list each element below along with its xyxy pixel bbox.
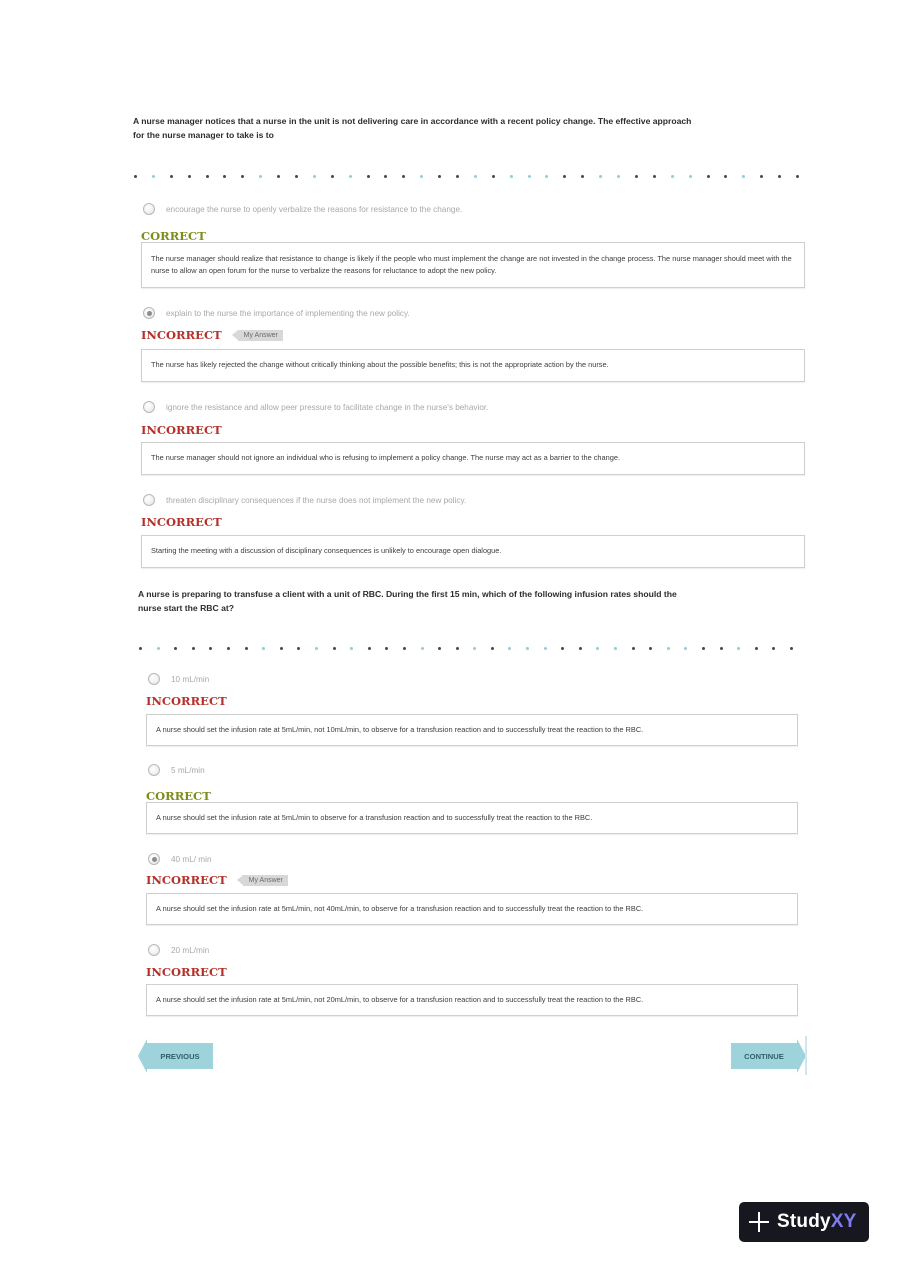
divider-dot [702, 647, 705, 650]
question-2-divider [139, 646, 793, 650]
divider-dot [297, 647, 300, 650]
divider-dot [192, 647, 195, 650]
divider-dot [561, 647, 564, 650]
q1-option-1-radio[interactable] [143, 203, 155, 215]
divider-dot [295, 175, 298, 178]
divider-dot [421, 647, 424, 650]
q2-option-4[interactable] [148, 942, 209, 958]
q2-option-2-label: 5 mL/min [171, 765, 205, 775]
q2-option-4-radio[interactable] [148, 944, 160, 956]
q2-option-1-radio[interactable] [148, 673, 160, 685]
my-answer-tag: My Answer [243, 875, 288, 886]
divider-dot [684, 647, 687, 650]
divider-dot [134, 175, 137, 178]
q1-option-4-label: threaten disciplinary consequences if the nurse does not implement the new policy. [166, 495, 467, 505]
divider-dot [152, 175, 155, 178]
q2-option-4-explanation: A nurse should set the infusion rate at 5mL/min, not 20mL/min, to observe for a transfusion reaction and to successfully treat the reaction to the RBC. [146, 984, 798, 1016]
divider-dot [724, 175, 727, 178]
divider-dot [508, 647, 511, 650]
q1-option-4-explanation: Starting the meeting with a discussion of disciplinary consequences is unlikely to encourage open dialogue. [141, 535, 805, 568]
divider-dot [277, 175, 280, 178]
q2-option-2-verdict: CORRECT [146, 789, 211, 803]
q1-option-4-radio[interactable] [143, 494, 155, 506]
q2-option-2-explanation: A nurse should set the infusion rate at 5mL/min to observe for a transfusion reaction and to successfully treat the reaction to the RBC. [146, 802, 798, 834]
divider-dot [438, 175, 441, 178]
divider-dot [262, 647, 265, 650]
divider-dot [528, 175, 531, 178]
divider-dot [510, 175, 513, 178]
divider-dot [778, 175, 781, 178]
q1-option-3-radio[interactable] [143, 401, 155, 413]
question-2-text: A nurse is preparing to transfuse a client with a unit of RBC. During the first 15 min, which of the following infusion rates should the nurse start the RBC at? [138, 589, 677, 613]
divider-dot [667, 647, 670, 650]
divider-dot [333, 647, 336, 650]
divider-dot [596, 647, 599, 650]
q2-option-4-verdict: INCORRECT [146, 965, 227, 979]
divider-dot [313, 175, 316, 178]
q2-option-1[interactable] [148, 671, 209, 687]
q2-option-3-label: 40 mL/ min [171, 854, 212, 864]
q2-option-3-explanation: A nurse should set the infusion rate at 5mL/min, not 40mL/min, to observe for a transfusion reaction and to successfully treat the reaction to the RBC. [146, 893, 798, 925]
divider-dot [689, 175, 692, 178]
divider-dot [223, 175, 226, 178]
q1-option-2-radio[interactable] [143, 307, 155, 319]
divider-dot [599, 175, 602, 178]
divider-dot [796, 175, 799, 178]
q1-option-2[interactable] [143, 305, 410, 321]
divider-dot [385, 647, 388, 650]
q2-option-1-label: 10 mL/min [171, 674, 210, 684]
divider-dot [491, 647, 494, 650]
divider-dot [259, 175, 262, 178]
divider-dot [617, 175, 620, 178]
divider-dot [473, 647, 476, 650]
divider-dot [157, 647, 160, 650]
divider-dot [350, 647, 353, 650]
divider-dot [760, 175, 763, 178]
q2-option-3-radio[interactable] [148, 853, 160, 865]
divider-dot [368, 647, 371, 650]
q2-option-4-label: 20 mL/min [171, 945, 210, 955]
q1-option-1[interactable] [143, 201, 462, 217]
logo-text: StudyXY [777, 1211, 857, 1232]
divider-dot [367, 175, 370, 178]
divider-dot [384, 175, 387, 178]
q2-option-1-explanation: A nurse should set the infusion rate at 5mL/min, not 10mL/min, to observe for a transfusion reaction and to successfully treat the reaction to the RBC. [146, 714, 798, 746]
divider-dot [742, 175, 745, 178]
q2-option-3-verdict: INCORRECT My Answer [146, 873, 288, 887]
divider-dot [245, 647, 248, 650]
continue-button-edge [805, 1036, 807, 1075]
divider-dot [579, 647, 582, 650]
divider-dot [526, 647, 529, 650]
q2-option-1-verdict: INCORRECT [146, 694, 227, 708]
divider-dot [170, 175, 173, 178]
divider-dot [315, 647, 318, 650]
my-answer-tag: My Answer [238, 330, 283, 341]
q2-option-2-radio[interactable] [148, 764, 160, 776]
divider-dot [474, 175, 477, 178]
studyxy-logo [739, 1202, 869, 1242]
divider-dot [632, 647, 635, 650]
q1-option-1-explanation: The nurse manager should realize that resistance to change is likely if the people who must implement the change are not invested in the change process. The nurse manager should meet with the nurse to allow an open forum for the nurse to verbalize the reasons for reluctance to adopt the new policy. [141, 242, 805, 288]
divider-dot [563, 175, 566, 178]
divider-dot [707, 175, 710, 178]
divider-dot [280, 647, 283, 650]
divider-dot [492, 175, 495, 178]
divider-dot [790, 647, 793, 650]
divider-dot [545, 175, 548, 178]
divider-dot [403, 647, 406, 650]
question-1-divider [134, 174, 799, 178]
divider-dot [649, 647, 652, 650]
divider-dot [544, 647, 547, 650]
divider-dot [456, 175, 459, 178]
divider-dot [241, 175, 244, 178]
divider-dot [614, 647, 617, 650]
q2-option-3[interactable] [148, 851, 212, 867]
divider-dot [188, 175, 191, 178]
plus-icon [749, 1212, 769, 1232]
divider-dot [139, 647, 142, 650]
divider-dot [420, 175, 423, 178]
question-1-text: A nurse manager notices that a nurse in the unit is not delivering care in accordance with a recent policy change. The effective approach for the nurse manager to take is to [133, 116, 692, 140]
continue-button[interactable]: CONTINUE [731, 1043, 797, 1069]
q1-option-3[interactable] [143, 399, 488, 415]
divider-dot [349, 175, 352, 178]
divider-dot [402, 175, 405, 178]
q1-option-2-explanation: The nurse has likely rejected the change without critically thinking about the possible benefits; this is not the appropriate action by the nurse. [141, 349, 805, 382]
q1-option-2-verdict: INCORRECT My Answer [141, 328, 283, 342]
divider-dot [737, 647, 740, 650]
q1-option-3-explanation: The nurse manager should not ignore an individual who is refusing to implement a policy change. The nurse may act as a barrier to the change. [141, 442, 805, 475]
divider-dot [755, 647, 758, 650]
divider-dot [206, 175, 209, 178]
q1-option-4[interactable] [143, 492, 466, 508]
divider-dot [438, 647, 441, 650]
divider-dot [720, 647, 723, 650]
divider-dot [653, 175, 656, 178]
q1-option-3-label: ignore the resistance and allow peer pressure to facilitate change in the nurse's behavior. [166, 402, 489, 412]
q2-option-2[interactable] [148, 762, 205, 778]
divider-dot [227, 647, 230, 650]
divider-dot [331, 175, 334, 178]
divider-dot [671, 175, 674, 178]
divider-dot [456, 647, 459, 650]
q1-option-1-label: encourage the nurse to openly verbalize the reasons for resistance to the change. [166, 204, 463, 214]
divider-dot [209, 647, 212, 650]
divider-dot [581, 175, 584, 178]
divider-dot [772, 647, 775, 650]
previous-button[interactable]: PREVIOUS [147, 1043, 213, 1069]
q1-option-3-verdict: INCORRECT [141, 423, 222, 437]
divider-dot [174, 647, 177, 650]
divider-dot [635, 175, 638, 178]
q1-option-4-verdict: INCORRECT [141, 515, 222, 529]
q1-option-1-verdict: CORRECT [141, 229, 206, 243]
q1-option-2-label: explain to the nurse the importance of implementing the new policy. [166, 308, 410, 318]
